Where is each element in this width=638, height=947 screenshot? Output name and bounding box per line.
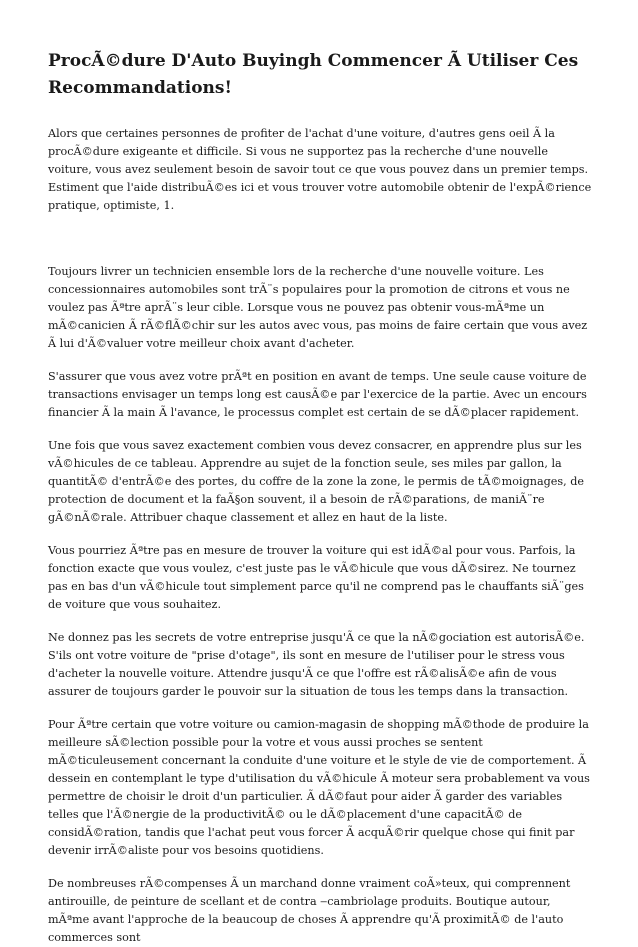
document-title: ProcÃ©dure D'Auto Buyingh Commencer Ã Utiliser Ces Recommandations!: [48, 51, 579, 98]
paragraph-loan: S'assurer que vous avez votre prÃªt en position en avant de temps. Une seule cause voiture de transactions envisager un temps long est causÃ©e par l'exercice de la partie. Avec un encours financier Ã la main Ã l'avance, le processus complet est certain de se dÃ©placer rapidement.: [48, 370, 587, 419]
paragraph-research: Une fois que vous savez exactement combien vous devez consacrer, en apprendre plus sur les vÃ©hicules de ce tableau. Apprendre au sujet de la fonction seule, ses miles par gallon, la quantitÃ© d'entrÃ©e des portes, du coffre de la zone la zone, le permis de tÃ©moignages, de protection de document et la faÃ§on souvent, il a besoin de rÃ©parations, de maniÃ¨re gÃ©nÃ©rale. Attribuer chaque classement et allez en haut de la liste.: [48, 439, 585, 524]
paragraph-negotiation: Ne donnez pas les secrets de votre entreprise jusqu'Ã ce que la nÃ©gociation est autorisÃ©e. S'ils ont votre voiture de "prise d'otage", ils sont en mesure de l'utiliser pour le stress vous d'acheter la nouvelle voiture. Attendre jusqu'Ã ce que l'offre est rÃ©alisÃ©e afin de vous assurer de toujours garder le pouvoir sur la situation de tous les temps dans la transaction.: [48, 631, 585, 698]
paragraph-technician: Toujours livrer un technicien ensemble lors de la recherche d'une nouvelle voiture. Les concessionnaires automobiles sont trÃ¨s populaires pour la promotion de citrons et vous ne voulez pas Ãªtre aprÃ¨s leur cible. Lorsque vous ne pouvez pas obtenir vous-mÃªme un mÃ©canicien Ã rÃ©flÃ©chir sur les autos avec vous, pas moins de faire certain que vous avez Ã lui d'Ã©valuer votre meilleur choix avant d'acheter.: [48, 265, 588, 350]
paragraph-rewards: De nombreuses rÃ©compenses Ã un marchand donne vraiment coÃ»teux, qui comprennent antirouille, de peinture de scellant et de contra ‒cambriolage produits. Boutique autour, mÃªme avant l'approche de la beaucoup de choses Ã apprendre qu'Ã proximitÃ© de l'auto commerces sont: [48, 877, 571, 944]
paragraph-lifestyle: Pour Ãªtre certain que votre voiture ou camion-magasin de shopping mÃ©thode de produire la meilleure sÃ©lection possible pour la votre et vous aussi proches se sentent mÃ©ticuleusement concernant la conduite d'une voiture et le style de vie de comportement. Ã dessein en contemplant le type d'utilisation du vÃ©hicule Ã moteur sera probablement va vous permettre de choisir le droit d'un particulier. Ã dÃ©faut pour aider Ã garder des variables telles que l'Ã©nergie de la productivitÃ© ou le dÃ©placement d'une capacitÃ© de considÃ©ration, tandis que l'achat peut vous forcer Ã acquÃ©rir quelque chose qui finit par devenir irrÃ©aliste pour vos besoins quotidiens.: [48, 718, 590, 857]
paragraph-intro: Alors que certaines personnes de profiter de l'achat d'une voiture, d'autres gens oeil Ã la procÃ©dure exigeante et difficile. Si vous ne supportez pas la recherche d'une nouvelle voiture, vous avez seulement besoin de savoir tout ce que vous pouvez dans un premier temps. Estiment que l'aide distribuÃ©es ici et vous trouver votre automobile obtenir de l'expÃ©rience pratique, optimiste, 1.: [48, 127, 592, 212]
paragraph-ideal-car: Vous pourriez Ãªtre pas en mesure de trouver la voiture qui est idÃ©al pour vous. Parfois, la fonction exacte que vous voulez, c'est juste pas le vÃ©hicule que vous dÃ©sirez. Ne tournez pas en bas d'un vÃ©hicule tout simplement parce qu'il ne comprend pas le chauffants siÃ¨ges de voiture que vous souhaitez.: [48, 544, 584, 611]
